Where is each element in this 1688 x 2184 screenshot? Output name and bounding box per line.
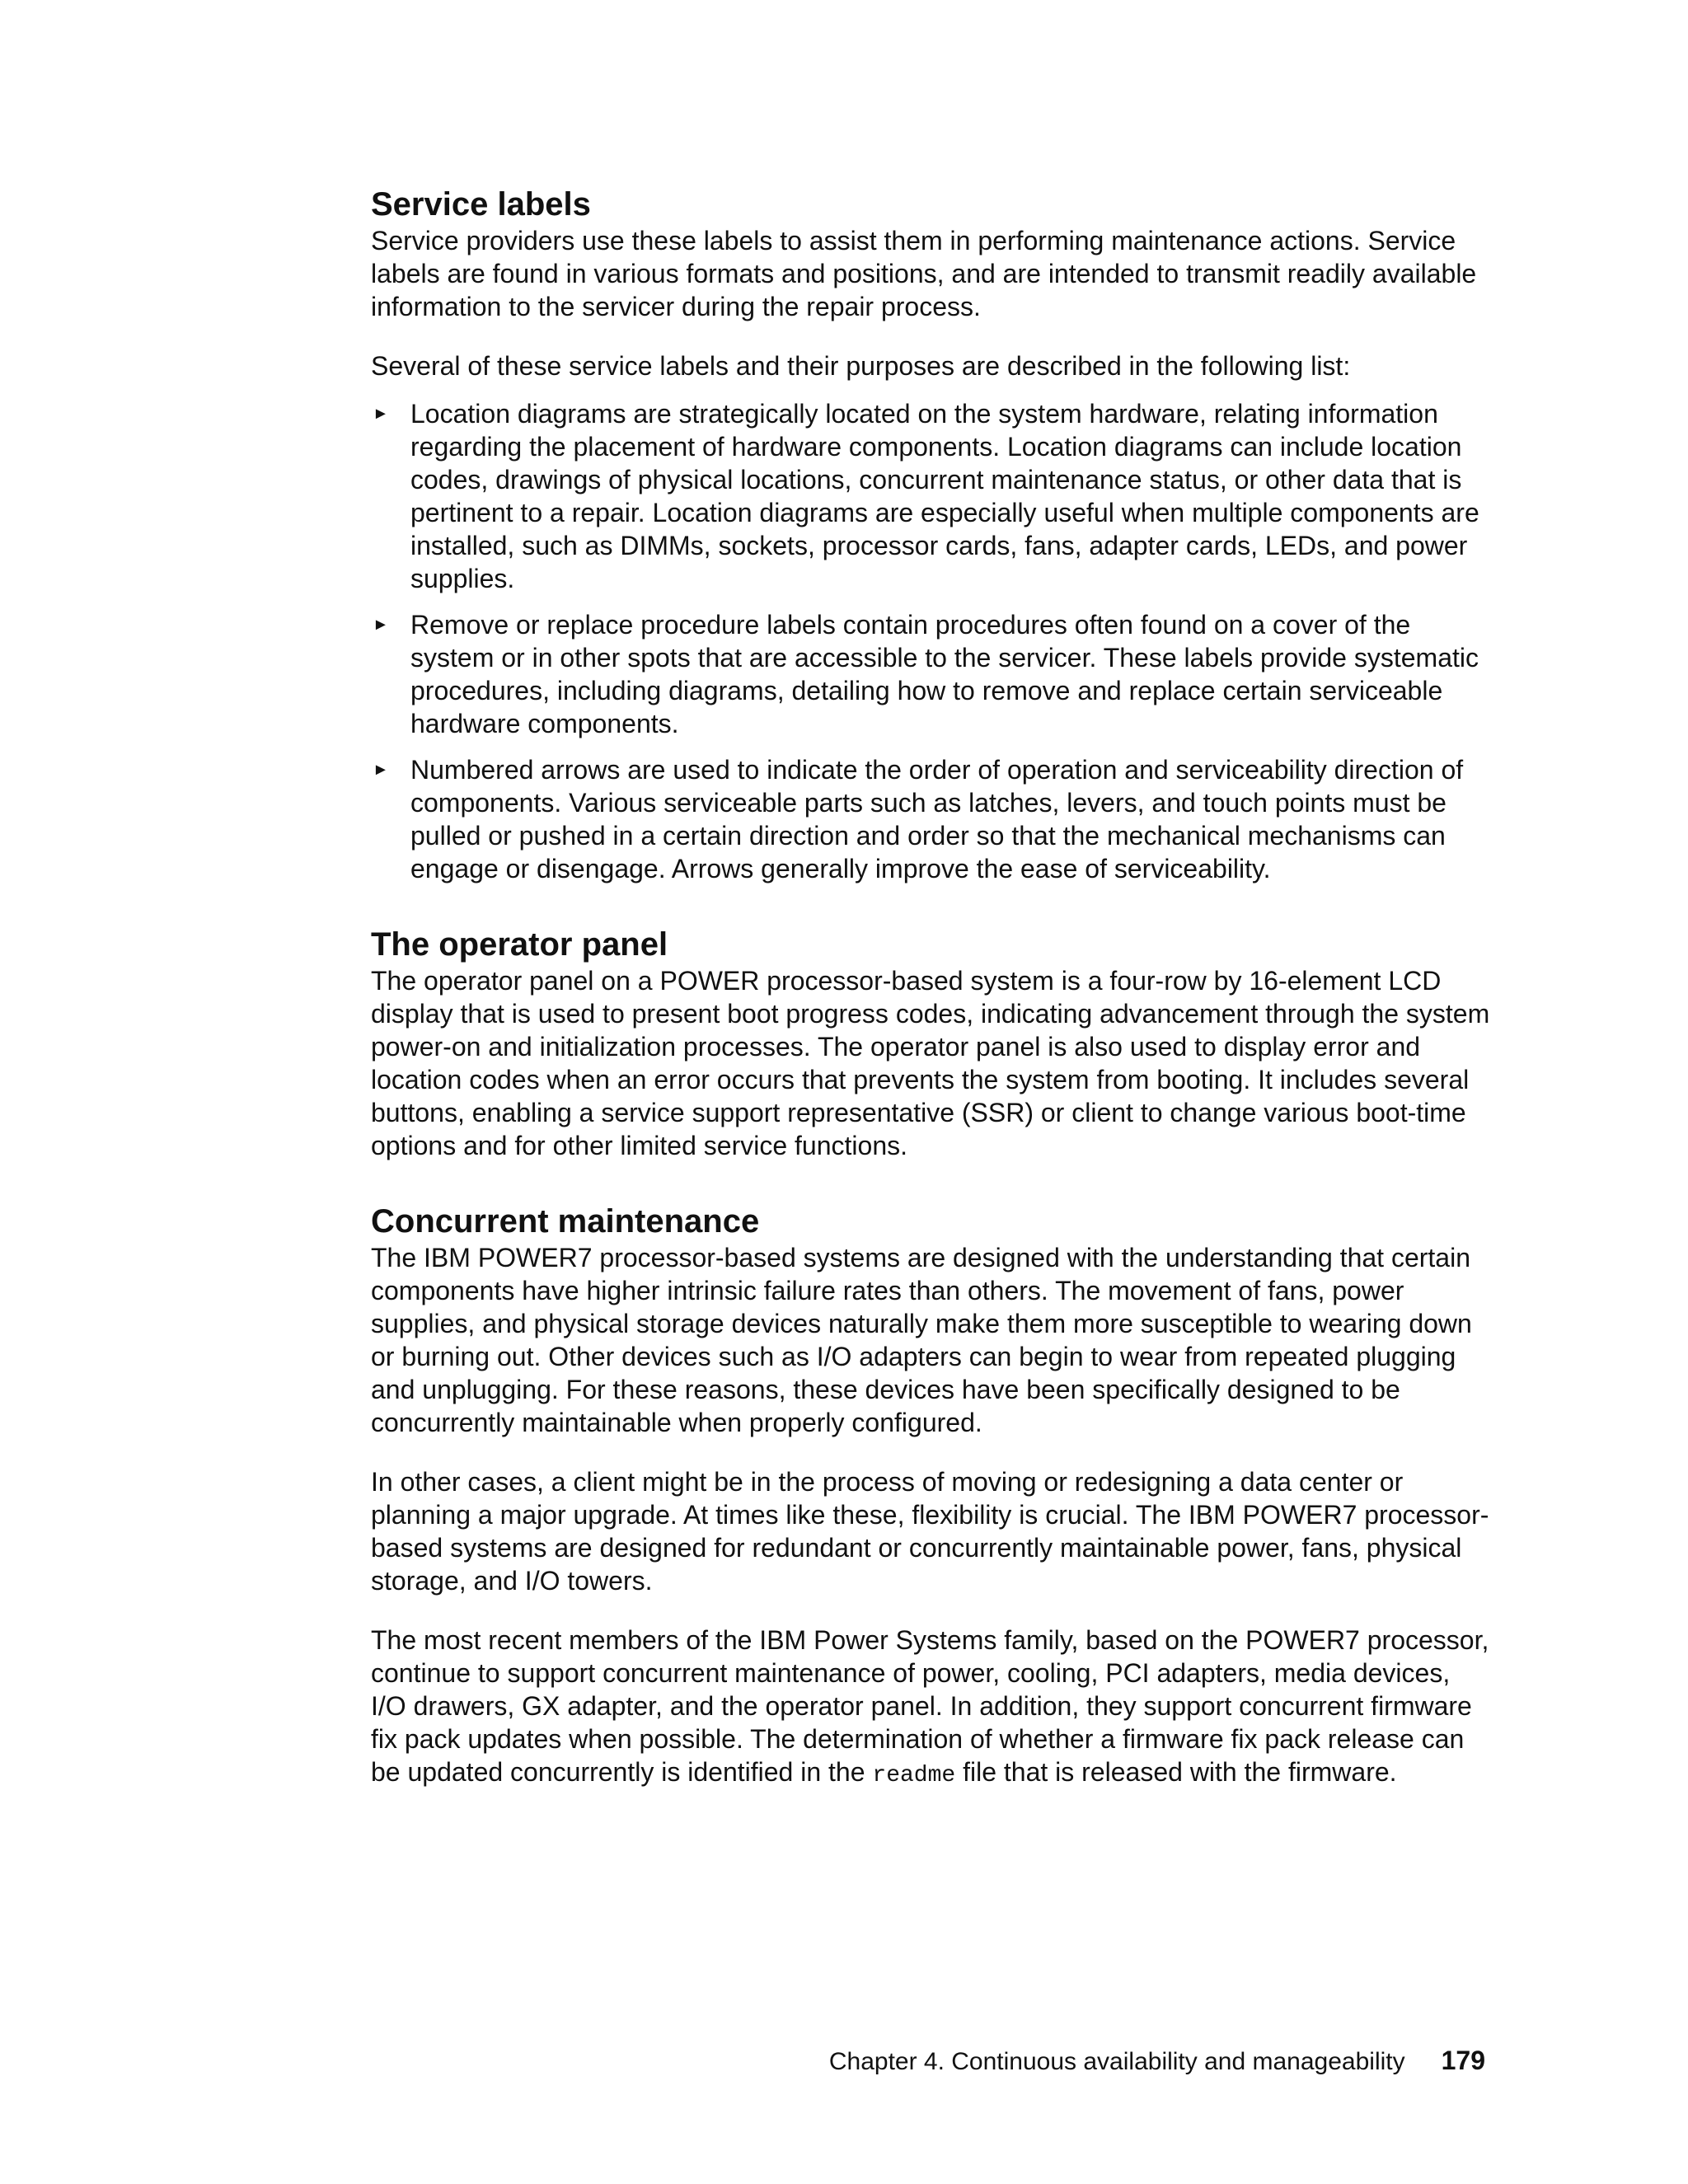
- concurrent-maintenance-paragraph-3: [371, 1624, 1492, 1793]
- triangle-bullet-icon: ►: [373, 761, 389, 779]
- list-item-text: Numbered arrows are used to indicate the order of operation and serviceability direction of components. Various serviceable parts such as latches, levers, and touch points must be pulled or pushed in a certain direction and order so that the mechanical mechanisms can engage or disengage. Arrows generally improve the ease of serviceability.: [410, 755, 1464, 883]
- list-item: [371, 608, 1492, 740]
- heading-concurrent-maintenance: Concurrent maintenance: [371, 1203, 760, 1240]
- service-labels-paragraph-2: Several of these service labels and their purposes are described in the following list:: [371, 351, 1351, 381]
- page-number: 179: [1441, 2046, 1485, 2075]
- heading-operator-panel: The operator panel: [371, 926, 668, 963]
- operator-panel-paragraph: The operator panel on a POWER processor-based system is a four-row by 16-element LCD display that is used to present boot progress codes, indicating advancement through the system power-on and initialization processes. The operator panel is also used to display error and location codes when an error occurs that prevents the system from booting. It includes several buttons, enabling a service support representative (SSR) or client to change various boot-time options and for other limited service functions.: [371, 966, 1490, 1160]
- list-item-text: Remove or replace procedure labels contain procedures often found on a cover of the system or in other spots that are accessible to the servicer. These labels provide systematic procedures, including diagrams, detailing how to remove and replace certain serviceable hardware components.: [410, 610, 1479, 738]
- triangle-bullet-icon: ►: [373, 405, 389, 423]
- list-item: [371, 397, 1492, 595]
- footer-chapter-title: Chapter 4. Continuous availability and manageability: [828, 2048, 1405, 2075]
- triangle-bullet-icon: ►: [373, 616, 389, 634]
- concurrent-maintenance-paragraph-1: The IBM POWER7 processor-based systems are designed with the understanding that certain components have higher intrinsic failure rates than others. The movement of fans, power supplies, and physical storage devices naturally make them more susceptible to wearing down or burning out. Other devices such as I/O adapters can begin to wear from repeated plugging and unplugging. For these reasons, these devices have been specifically designed to be concurrently maintainable when properly configured.: [371, 1243, 1472, 1437]
- service-labels-list: [371, 397, 1492, 885]
- paragraph-text: The most recent members of the IBM Power Systems family, based on the POWER7 processor, continue to support concurrent maintenance of power, cooling, PCI adapters, media devices, I/O drawers, GX adapter, and the operator panel. In addition, they support concurrent firmware fix pack updates when possible. The determination of whether a firmware fix pack release can be updated concurrently is identified in the: [371, 1625, 1489, 1787]
- concurrent-maintenance-paragraph-2: In other cases, a client might be in the process of moving or redesigning a data center or planning a major upgrade. At times like these, flexibility is crucial. The IBM POWER7 processor-based systems are designed for redundant or concurrently maintainable power, fans, physical storage, and I/O towers.: [371, 1467, 1489, 1596]
- heading-service-labels: Service labels: [371, 186, 591, 223]
- service-labels-paragraph-1: Service providers use these labels to assist them in performing maintenance actions. Service labels are found in various formats and positions, and are intended to transmit readily available information to the servicer during the repair process.: [371, 226, 1477, 321]
- readme-code: readme: [872, 1763, 956, 1788]
- page-footer: [829, 2044, 1485, 2079]
- paragraph-text: file that is released with the firmware.: [963, 1757, 1397, 1787]
- page-content: [371, 185, 1492, 1793]
- list-item-text: Location diagrams are strategically located on the system hardware, relating information regarding the placement of hardware components. Location diagrams can include location codes, drawings of physical locations, concurrent maintenance status, or other data that is pertinent to a repair. Location diagrams are especially useful when multiple components are installed, such as DIMMs, sockets, processor cards, fans, adapter cards, LEDs, and power supplies.: [410, 399, 1479, 593]
- list-item: [371, 753, 1492, 885]
